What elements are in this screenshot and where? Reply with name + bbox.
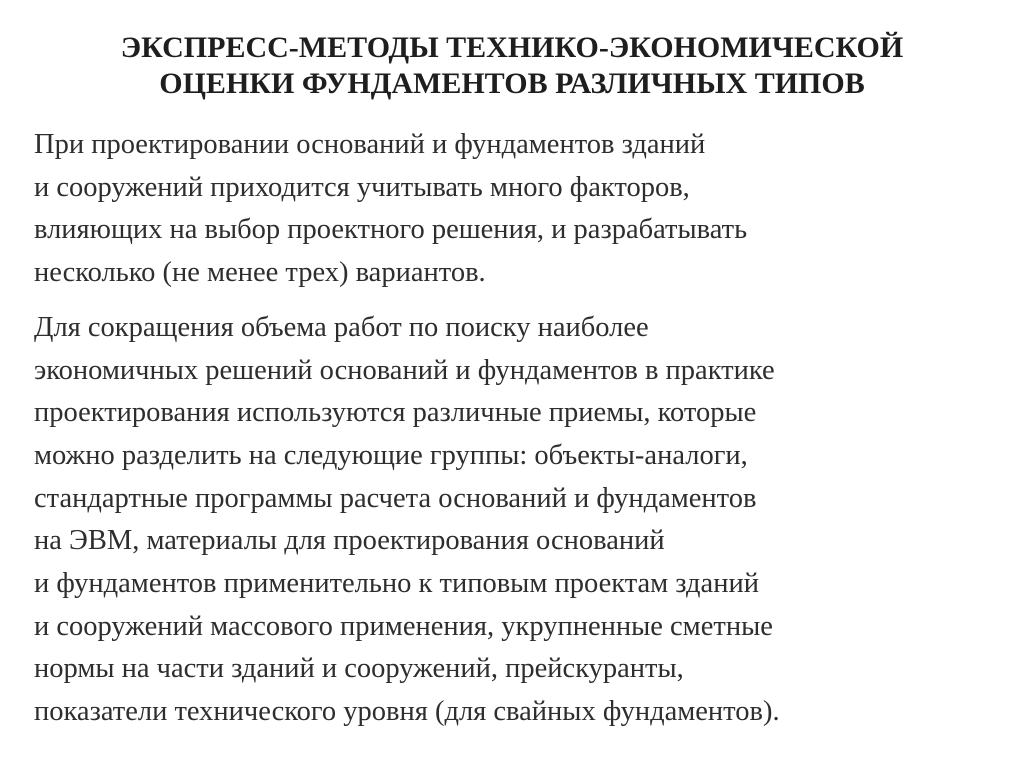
- text-line: При проектировании оснований и фундаментов зданий: [34, 129, 706, 160]
- text-line: Для сокращения объема работ по поиску наиболее: [34, 311, 649, 343]
- text-line: экономичных решений оснований и фундаментов в практике: [34, 354, 775, 386]
- text-line: несколько (не менее трех) вариантов.: [34, 257, 486, 289]
- text-line: стандартные программы расчета оснований и фундаментов: [34, 482, 757, 514]
- text-line: можно разделить на следующие группы: объекты-аналоги,: [34, 439, 748, 471]
- slide-body: [34, 124, 1004, 734]
- paragraph-methods: [34, 307, 1004, 734]
- text-line: и сооружений массового применения, укрупненные сметные: [34, 610, 773, 642]
- text-line: показатели технического уровня (для свайных фундаментов).: [34, 696, 780, 728]
- paragraph-intro: [34, 124, 1004, 295]
- text-line: и сооружений приходится учитывать много факторов,: [34, 171, 690, 203]
- slide-title-line: ЭКСПРЕСС-МЕТОДЫ ТЕХНИКО-ЭКОНОМИЧЕСКОЙ: [120, 31, 904, 64]
- slide-title: [0, 30, 1024, 102]
- text-line: нормы на части зданий и сооружений, прейскуранты,: [34, 653, 684, 685]
- text-line: проектирования используются различные приемы, которые: [34, 397, 757, 429]
- text-line: влияющих на выбор проектного решения, и разрабатывать: [34, 214, 748, 246]
- text-line: на ЭВМ, материалы для проектирования оснований: [34, 525, 665, 557]
- slide-title-line: ОЦЕНКИ ФУНДАМЕНТОВ РАЗЛИЧНЫХ ТИПОВ: [159, 67, 865, 100]
- text-line: и фундаментов применительно к типовым проектам зданий: [34, 568, 759, 600]
